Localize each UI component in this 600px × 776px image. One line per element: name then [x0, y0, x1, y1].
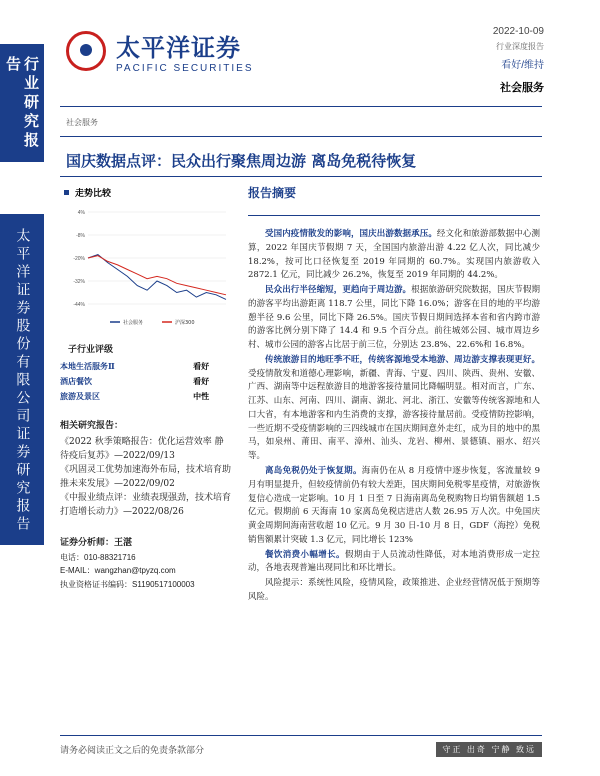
- paragraph-body: 受疫情散发和道德心理影响，新疆、青海、宁夏、四川、陕西、贵州、安徽、广西、湖南等中远程旅游目的地游客接待量同比降幅明显。相对而言，广东、江苏、山东、河南、四川、湖南、湖北、河北、浙江、安徽等传统客源地和人口大省，有本地游客和内生消费的支撑，游客接待量居前。受疫情防控影响，一些近期不受疫情影响的三四线城市在国庆期间意外走红，成为目的地中的黑马，如泉州、莆田、南平、漳州、汕头、龙岩、柳州、景德镇、丽水、绍兴等。: [248, 368, 540, 462]
- sidebar-company: [0, 214, 44, 545]
- trend-heading-label: 走势比较: [75, 188, 112, 199]
- sub-rating-heading: 子行业评级: [68, 345, 114, 355]
- sub-industry-name: 酒店餐饮: [60, 376, 92, 386]
- abstract-paragraph: [248, 228, 540, 283]
- paragraph-lead: 餐饮消费小幅增长。: [265, 549, 345, 560]
- paragraph-body: 经文化和旅游部数据中心测算，2022 年国庆节假期 7 天，全国国内旅游出游 4.22 亿人次，同比减少 18.2%，按可比口径恢复至 2019 年同期的 60.7%。实现国内旅游收入 2872.1 亿元，同比减少 26.2%，恢复至 2019 年同期的 44.2%。: [248, 229, 540, 281]
- sub-industry-name: 旅游及景区: [60, 391, 100, 401]
- sub-industry-rating: 中性: [193, 391, 210, 401]
- table-row: [60, 359, 232, 374]
- related-heading: 相关研究报告：: [60, 421, 124, 431]
- paragraph-body: 假期由于人员流动性降低，对本地消费形成一定拉动，各地表现普遍出现同比和环比增长。: [248, 549, 540, 574]
- table-row: [60, 389, 232, 404]
- abstract-paragraph: [248, 354, 540, 464]
- y-tick-label: -20%: [73, 256, 85, 262]
- sub-industry-rating: 看好: [193, 361, 210, 371]
- analyst-info: [60, 536, 232, 592]
- related-report-link[interactable]: 《2022 秋季策略报告：优化运营效率 静待疫后复苏》—2022/09/13: [60, 436, 224, 461]
- table-row: [60, 374, 232, 389]
- rating: 看好/维持: [501, 60, 544, 71]
- abstract-paragraph: [248, 549, 540, 577]
- section-tag: 社会服务: [66, 118, 98, 127]
- logo-mark-icon: [66, 31, 106, 71]
- sub-industry-name: 本地生活服务Ⅱ: [60, 361, 115, 371]
- sidebar-top-label: 行业研究报告: [4, 56, 40, 151]
- paragraph-lead: 民众出行半径缩短，更趋向于周边游。: [265, 285, 412, 296]
- company-name-en: PACIFIC SECURITIES: [116, 63, 254, 74]
- abstract-title: 报告摘要: [248, 186, 297, 200]
- bullet-icon: [64, 190, 69, 195]
- paragraph-lead: 传统旅游目的地旺季不旺，传统客源地受本地游、周边游支撑表现更好。: [265, 354, 540, 365]
- related-reports: [60, 420, 232, 520]
- analyst-phone: 电话：010-88321716: [60, 552, 136, 562]
- company-name-cn: 太平洋证券: [116, 34, 241, 62]
- paragraph-lead: 受国内疫情散发的影响，国庆出游数据承压。: [265, 229, 437, 239]
- related-report-link[interactable]: 《巩固灵工优势加速海外布局，技术培育助推未来发展》—2022/09/02: [60, 464, 232, 489]
- analyst-license: 执业资格证书编码：S1190517100003: [60, 580, 195, 590]
- report-meta: [493, 26, 544, 95]
- abstract-section: [248, 184, 540, 606]
- footer-divider: [60, 735, 542, 736]
- report-type: 行业深度报告: [496, 42, 544, 51]
- trend-chart: [60, 204, 232, 332]
- sub-rating-table: [60, 359, 232, 404]
- series-line-1: [88, 256, 226, 295]
- sidebar-report-category: [0, 44, 44, 162]
- y-tick-label: -44%: [73, 302, 85, 308]
- header-divider: [60, 106, 542, 107]
- report-date: 2022-10-09: [492, 26, 544, 37]
- analyst-email[interactable]: E-MAIL：wangzhan@tpyzq.com: [60, 566, 176, 576]
- y-tick-label: -32%: [73, 279, 85, 285]
- paragraph-lead: 离岛免税仍处于恢复期。: [265, 466, 362, 477]
- left-column: [60, 184, 232, 592]
- abstract-paragraph: [248, 284, 540, 353]
- related-report-link[interactable]: 《中报业绩点评：业绩表现强劲，技术培育打造增长动力》—2022/08/26: [60, 492, 232, 517]
- paragraph-body: 根据旅游研究院数据，国庆节假期的游客平均出游距离 118.7 公里，同比下降 16.0%；游客在目的地的平均游憩半径 9.6 公里，同比下降 26.5%。国庆节假日期间选择本省和省内跨市游的游客比例分别下降了 14.4 和 9.5 个百分点。前往城郊公园、城市周边乡村、城市公园的游客占比居于前三位，分别达 23.8%、22.6%和 16.8%。: [248, 285, 540, 351]
- report-title: 国庆数据点评：民众出行聚焦周边游 离岛免税待恢复: [66, 152, 417, 170]
- legend-label: 沪深300: [175, 320, 195, 326]
- y-tick-label: 4%: [77, 210, 85, 216]
- sub-industry-rating: 看好: [193, 376, 210, 386]
- abstract-paragraph: [248, 577, 540, 605]
- sidebar-bottom-label: 太平洋证券股份有限公司证券研究报告: [14, 228, 31, 534]
- footer-motto: 守正 出奇 宁静 致远: [436, 742, 542, 757]
- title-divider-bottom: [60, 176, 542, 177]
- sector: 社会服务: [500, 82, 544, 94]
- abstract-divider: [248, 215, 540, 216]
- footer-disclaimer: 请务必阅读正文之后的免责条款部分: [60, 746, 205, 756]
- analyst-name: 证券分析师：王湛: [60, 537, 133, 548]
- paragraph-body: 风险提示：系统性风险，疫情风险，政策推进、企业经营情况低于预期等风险。: [248, 578, 540, 602]
- company-logo: [66, 28, 254, 74]
- y-tick-label: -8%: [76, 233, 85, 239]
- title-divider-top: [60, 136, 542, 137]
- legend-label: 社会服务: [123, 320, 144, 326]
- paragraph-body: 海南仍在从 8 月疫情中逐步恢复，客流量较 9 月有明显提升，但较疫情前仍有较大差距，国庆期间免税零星疫情，对旅游恢复信心造成一定影响。10 月 1 日至 7 日海南离岛免税购物日均销售额超 1.5 亿元。假期前 6 天海南 10 家离岛免税店进店人数 26.95 万人次。中免国庆黄金周期间海南营收超 10 亿元。9 月 30 日-10 月 8 日，GDF（海控）免税销售额累计突破 1.3 亿元，同比增长 123%: [248, 466, 540, 545]
- abstract-paragraph: [248, 465, 540, 548]
- trend-heading: [60, 184, 232, 200]
